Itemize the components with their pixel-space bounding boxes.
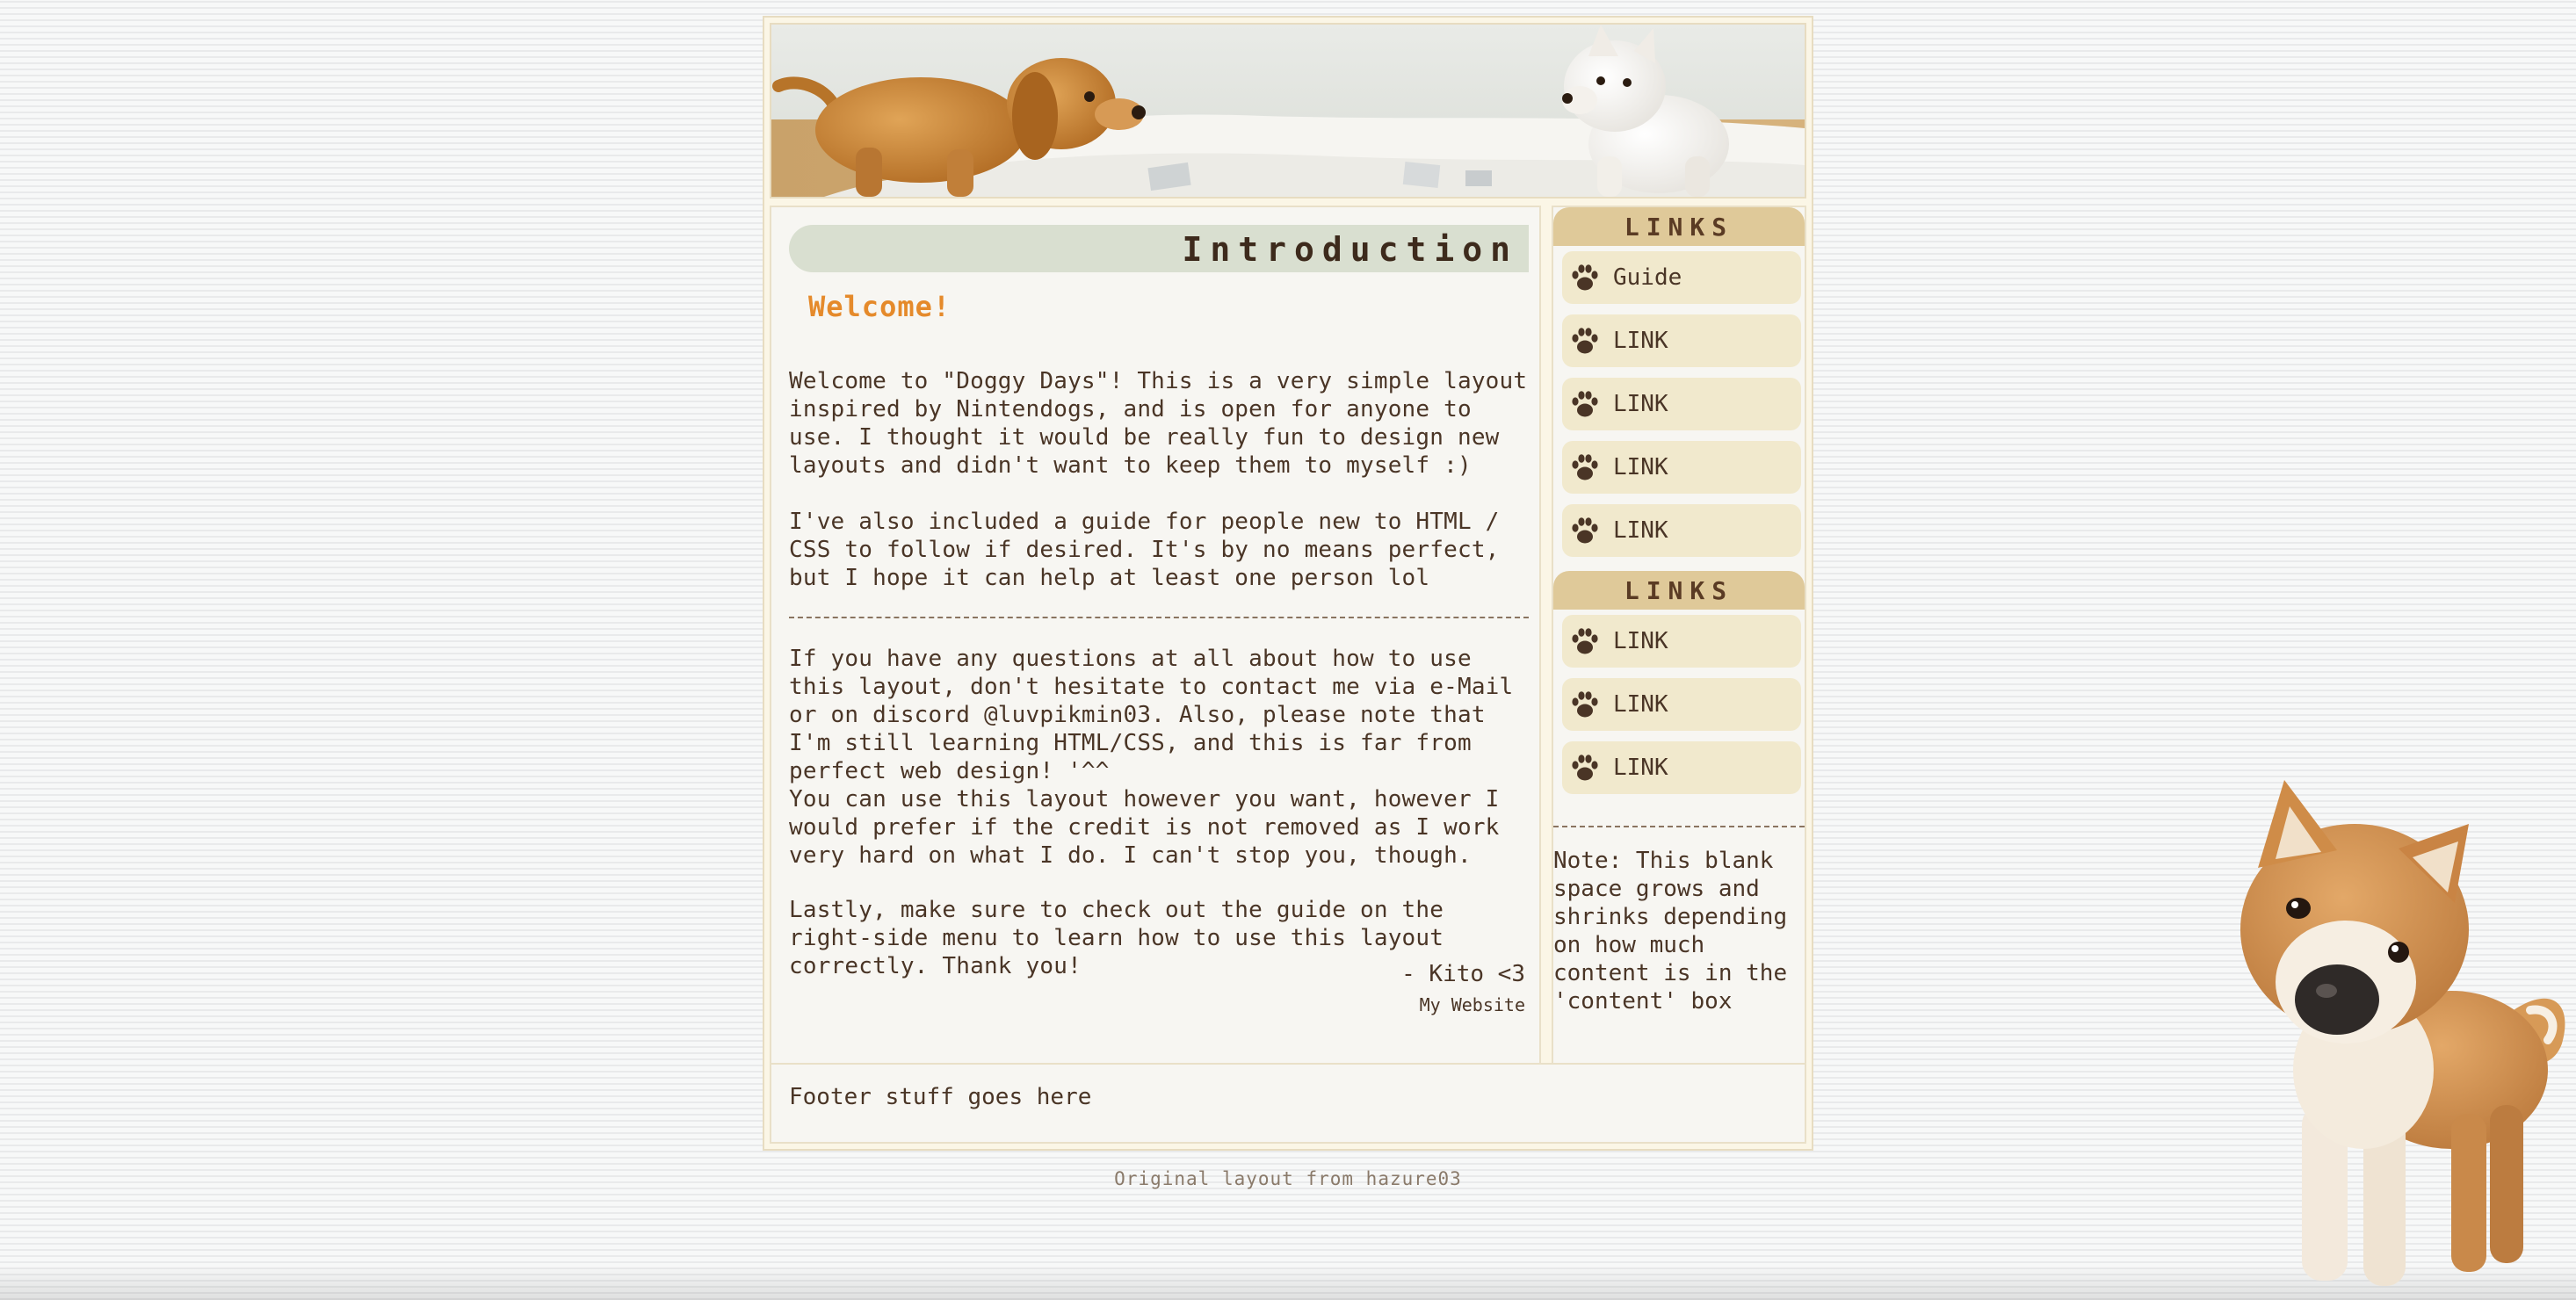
sidebar-item-link[interactable] [1562, 504, 1801, 557]
layout-container [763, 16, 1813, 1151]
paw-icon [1569, 388, 1601, 420]
sidebar-item-link[interactable] [1562, 615, 1801, 668]
shiba-dog-image [2214, 780, 2576, 1300]
sidebar-divider [1553, 826, 1805, 827]
sidebar-item-label: Guide [1613, 264, 1682, 291]
sidebar-item-label: LINK [1613, 691, 1668, 718]
paw-icon [1569, 325, 1601, 357]
paw-icon [1569, 625, 1601, 657]
paw-icon [1569, 752, 1601, 784]
paw-icon [1569, 515, 1601, 546]
sidebar-item-label: LINK [1613, 454, 1668, 480]
sidebar-item-label: LINK [1613, 755, 1668, 781]
sidebar-item-link[interactable] [1562, 441, 1801, 494]
sidebar-item-link[interactable] [1562, 378, 1801, 430]
sidebar-item-label: LINK [1613, 628, 1668, 654]
questions-paragraph: If you have any questions at all about how to use this layout, don't hesitate to contact me via e-Mail or on discord @luvpikmin03. Also, please note that I'm still learning HTML/CSS, and this is far from perfect web design! '^^ [789, 646, 1514, 784]
sidebar-item-link[interactable] [1562, 741, 1801, 794]
sidebar-note: Note: This blank space grows and shrinks depending on how much content is in the 'content' box [1553, 848, 1788, 1015]
sidebar-item-guide[interactable] [1562, 251, 1801, 304]
page-title: Introduction [789, 225, 1529, 272]
footer-text: Footer stuff goes here [789, 1084, 1092, 1110]
content-divider [789, 617, 1529, 618]
content-box [770, 206, 1541, 1075]
header-banner [770, 23, 1806, 199]
paw-icon [1569, 689, 1601, 720]
usage-paragraph: You can use this layout however you want, however I would prefer if the credit is not removed as I work very hard on what I do. I can't stop you, though. [789, 786, 1500, 869]
sidebar-item-label: LINK [1613, 391, 1668, 417]
my-website-link[interactable]: My Website [1419, 994, 1525, 1015]
sidebar [1552, 206, 1806, 1075]
paw-icon [1569, 262, 1601, 293]
sidebar-item-link[interactable] [1562, 678, 1801, 731]
footer [770, 1063, 1806, 1144]
intro-paragraph: Welcome to "Doggy Days"! This is a very simple layout inspired by Nintendogs, and is open for anyone to use. I thought it would be really fun to design new layouts and didn't want to keep them to myself :) [789, 368, 1528, 479]
paw-icon [1569, 451, 1601, 483]
signature: - Kito <3 [1401, 961, 1525, 987]
page-bottom-shadow [0, 1265, 2576, 1300]
welcome-heading: Welcome! [808, 290, 952, 323]
sidebar-item-label: LINK [1613, 328, 1668, 354]
banner-image [771, 25, 1805, 197]
sidebar-item-label: LINK [1613, 517, 1668, 544]
sidebar-header-links-1: LINKS [1553, 207, 1805, 246]
layout-credit: Original layout from hazure03 [1114, 1168, 1462, 1189]
lastly-paragraph: Lastly, make sure to check out the guide on the right-side menu to learn how to use this layout correctly. Thank you! [789, 897, 1444, 979]
guide-paragraph: I've also included a guide for people new to HTML / CSS to follow if desired. It's by no means perfect, but I hope it can help at least one person lol [789, 509, 1500, 591]
sidebar-item-link[interactable] [1562, 314, 1801, 367]
sidebar-header-links-2: LINKS [1553, 571, 1805, 610]
